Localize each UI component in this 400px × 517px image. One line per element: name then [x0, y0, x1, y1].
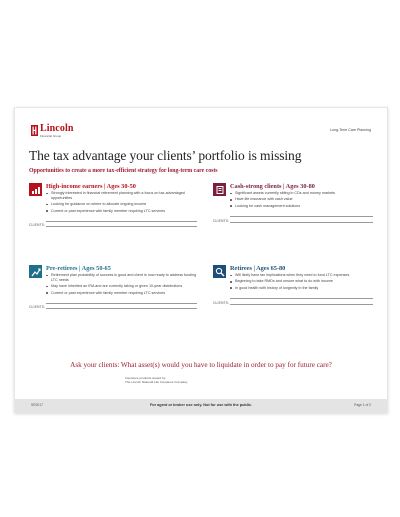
- bullet-item: In good health with history of longevity in the family: [230, 286, 373, 291]
- bullet-item: Looking for cash management solutions: [230, 204, 373, 209]
- page-title: The tax advantage your clients’ portfolio is missing: [29, 148, 302, 163]
- bullet-item: Have life insurance with cash value: [230, 197, 373, 202]
- bullet-item: Strongly interested in financial retirement planning with a focus on tax-advantaged opportunities: [46, 191, 197, 201]
- segment-title: Retirees | Ages 65-80: [230, 265, 286, 272]
- clients-line[interactable]: [46, 304, 197, 310]
- clients-field[interactable]: [29, 298, 197, 309]
- segment-title: High-income earners | Ages 30-50: [46, 183, 136, 190]
- clients-line[interactable]: [46, 222, 197, 228]
- footnote-line: The Lincoln National Life Insurance Company: [125, 380, 188, 384]
- form-code: SR2017: [31, 403, 43, 407]
- chart-icon: [29, 183, 42, 196]
- retirement-icon: [29, 265, 42, 278]
- bullet-item: Current or past experience with family member requiring LTC services: [46, 209, 197, 214]
- page-footer: [15, 399, 387, 412]
- document-label: Long-Term Care Planning: [330, 128, 371, 132]
- lincoln-logo-icon: [31, 125, 38, 136]
- footnote-line: Insurance products issued by:: [125, 376, 167, 380]
- bullet-item: Current or past experience with family member requiring LTC services: [46, 291, 197, 296]
- bullet-item: Looking for guidance on where to allocate ongoing income: [46, 202, 197, 207]
- lincoln-logo: [31, 124, 74, 138]
- segment-title: Cash-strong clients | Ages 30-80: [230, 183, 315, 190]
- usage-disclaimer: For agent or broker use only. Not for use with the public.: [149, 403, 253, 407]
- bullet-item: Significant assets currently sitting in CDs and money markets: [230, 191, 373, 196]
- search-icon: [213, 265, 226, 278]
- clients-label: CLIENTS:: [29, 305, 46, 310]
- segment-retirees: [213, 265, 373, 305]
- page-number: Page 1 of 2: [354, 403, 371, 407]
- clients-label: CLIENTS:: [213, 218, 230, 223]
- brand-sub: Financial Group: [40, 134, 62, 138]
- cash-icon: [213, 183, 226, 196]
- segment-pre-retirees: [29, 265, 197, 309]
- clients-field[interactable]: [213, 294, 373, 305]
- clients-field[interactable]: [213, 212, 373, 223]
- issuer-footnote: [125, 376, 188, 384]
- bullet-item: May have inherited an IRA and are currently taking or given 10-year distributions: [46, 284, 197, 289]
- segment-title: Pre-retirees | Ages 50-65: [46, 265, 111, 272]
- page-subtitle: Opportunities to create a more tax-efficient strategy for long-term care costs: [29, 168, 218, 174]
- clients-field[interactable]: [29, 216, 197, 227]
- clients-label: CLIENTS:: [29, 223, 46, 228]
- segment-bullets: [46, 273, 197, 295]
- bullet-item: Retirement plan probability of success is good and client is now ready to address funding LTC needs: [46, 273, 197, 283]
- bullet-item: Will likely have tax implications when they need to fund LTC expenses: [230, 273, 373, 278]
- segment-bullets: [46, 191, 197, 213]
- client-question: Ask your clients: What asset(s) would you have to liquidate in order to pay for future care?: [70, 361, 332, 369]
- clients-label: CLIENTS:: [213, 300, 230, 305]
- segment-bullets: [230, 191, 373, 209]
- clients-line[interactable]: [230, 299, 373, 305]
- clients-line[interactable]: [230, 217, 373, 223]
- bullet-item: Beginning to take RMDs and unsure what to do with income: [230, 279, 373, 284]
- segment-high-income: [29, 183, 197, 227]
- brand-name: Lincoln: [40, 123, 74, 134]
- segment-bullets: [230, 273, 373, 291]
- document-page: [14, 107, 388, 413]
- segment-cash-strong: [213, 183, 373, 223]
